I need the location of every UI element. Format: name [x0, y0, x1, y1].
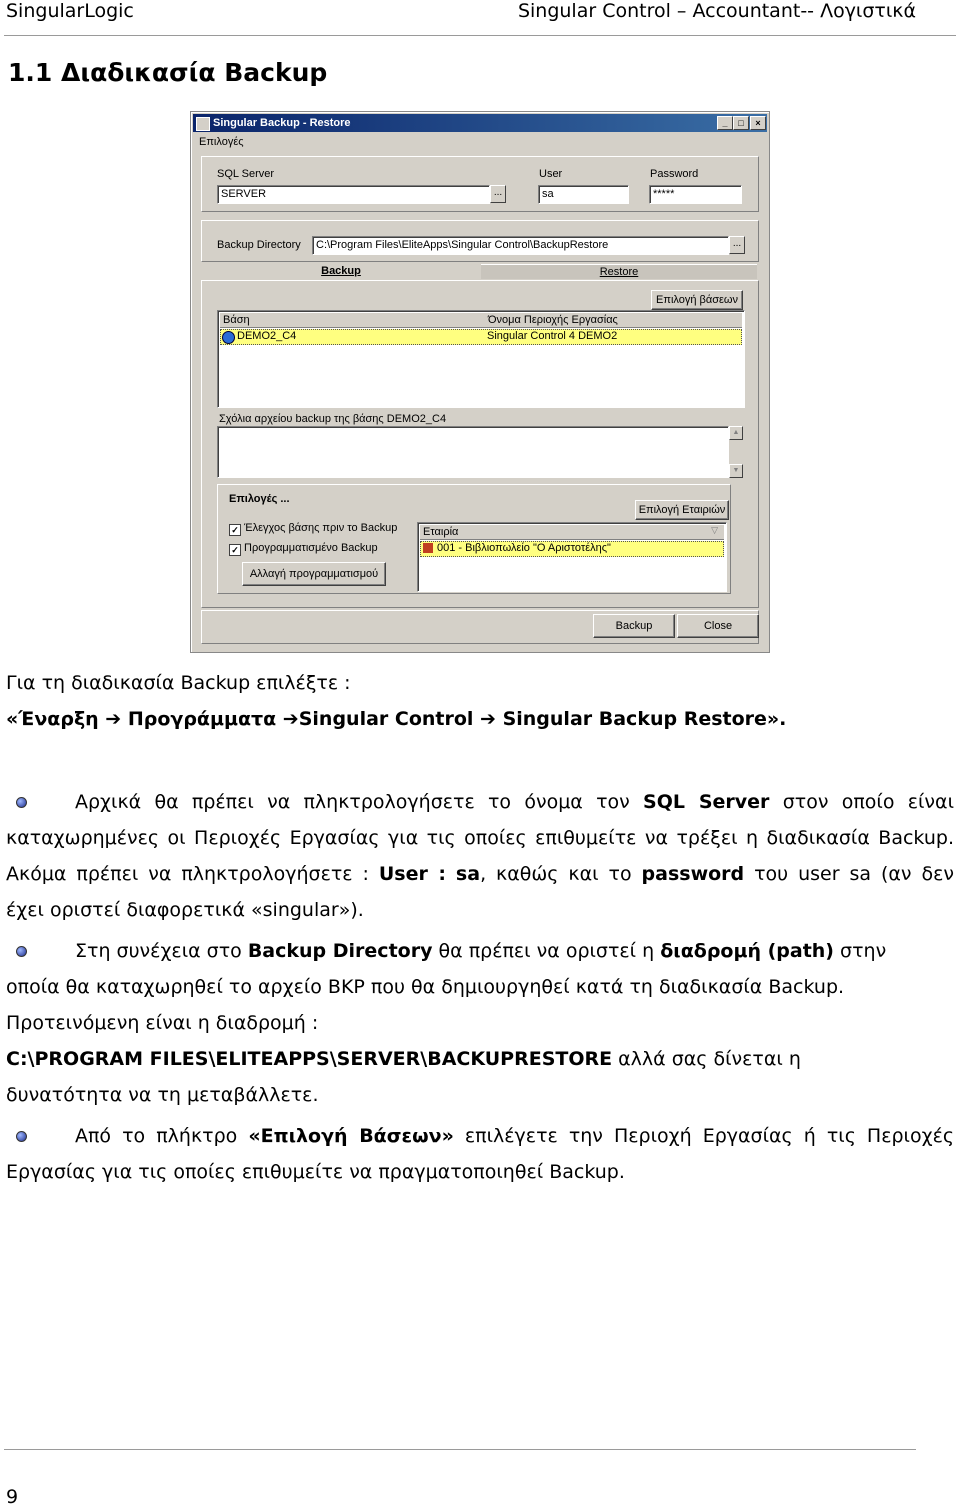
scheduled-backup-checkbox[interactable]: ✓ [229, 544, 241, 556]
app-icon [196, 117, 210, 131]
backup-dir-input[interactable]: C:\Program Files\EliteApps\Singular Control\BackupRestore [312, 236, 729, 255]
user-input[interactable]: sa [538, 185, 629, 204]
databases-list-header [220, 313, 742, 328]
password-input[interactable]: ***** [649, 185, 742, 204]
backup-restore-dialog [190, 111, 770, 653]
select-companies-button[interactable]: Επιλογή Εταιριών [635, 500, 729, 520]
select-databases-button[interactable]: Επιλογή βάσεων [651, 290, 743, 310]
house-icon [423, 543, 433, 553]
bullet2-line4: C:\PROGRAM FILES\ELITEAPPS\SERVER\BACKUPRESTORE αλλά σας δίνεται η [6, 1048, 801, 1070]
companies-list[interactable] [417, 522, 727, 592]
list-row-work-area: Singular Control 4 DEMO2 [487, 330, 618, 342]
bullet3-line2: Εργασίας για τις οποίες επιθυμείτε να πραγματοποιηθεί Backup. [6, 1161, 625, 1183]
list-row-database: DEMO2_C4 [237, 330, 297, 342]
bullet-icon [16, 946, 27, 957]
check-db-label: Έλεγχος βάσης πριν το Backup [244, 522, 398, 534]
comments-label: Σχόλια αρχείου backup της βάσης DEMO2_C4 [219, 413, 447, 425]
backup-dir-browse-button[interactable]: ... [729, 236, 745, 254]
options-label: Επιλογές ... [229, 493, 290, 505]
close-icon[interactable]: × [750, 116, 766, 130]
companies-list-header [420, 525, 724, 540]
bullet1-line1: Αρχικά θα πρέπει να πληκτρολογήσετε το όνομα τον SQL Server στον οποίο είναι [6, 784, 954, 820]
dialog-title: Singular Backup - Restore [213, 117, 351, 129]
sql-server-input[interactable]: SERVER [217, 185, 490, 204]
company-row: 001 - Βιβλιοπωλείο "Ο Αριστοτέλης" [437, 542, 611, 554]
col-work-area: Όνομα Περιοχής Εργασίας [488, 314, 618, 326]
check-db-checkbox[interactable]: ✓ [229, 524, 241, 536]
password-label: Password [650, 168, 699, 180]
sql-server-browse-button[interactable]: ... [490, 185, 506, 203]
scroll-down-icon[interactable]: ▼ [729, 464, 743, 478]
user-label: User [539, 168, 563, 180]
footer-rule [4, 1449, 916, 1450]
filter-icon[interactable]: ▽ [711, 525, 718, 535]
bullet1-line3: Ακόμα πρέπει να πληκτρολογήσετε : User : sa, καθώς και το password του user sa (αν δεν [6, 863, 954, 885]
database-icon [222, 331, 235, 344]
bullet1-line4: έχει οριστεί διαφορετικά «singular»). [6, 899, 364, 921]
change-schedule-button[interactable]: Αλλαγή προγραμματισμού [242, 562, 386, 586]
scroll-up-icon[interactable]: ▲ [729, 426, 743, 440]
col-company: Εταιρία [423, 526, 459, 538]
tab-backup[interactable]: Backup [321, 265, 361, 277]
page-header [6, 0, 916, 34]
bullet-icon [16, 797, 27, 808]
scheduled-backup-label: Προγραμματισμένο Backup [244, 542, 378, 554]
header-right: Singular Control – Accountant-- Λογιστικά [517, 0, 916, 22]
maximize-icon[interactable]: □ [733, 116, 749, 130]
backup-button[interactable]: Backup [593, 614, 675, 638]
header-left: SingularLogic [6, 0, 134, 22]
backup-dir-label: Backup Directory [217, 239, 301, 251]
sql-server-label: SQL Server [217, 168, 275, 180]
bullet2-line3: Προτεινόμενη είναι η διαδρομή : [6, 1012, 319, 1034]
tab-restore[interactable]: Restore [481, 264, 757, 279]
bullet2-line5: δυνατότητα να τη μεταβάλλετε. [6, 1084, 319, 1106]
bullet-icon [16, 1131, 27, 1142]
minimize-icon[interactable]: _ [717, 116, 733, 130]
intro-text: Για τη διαδικασία Backup επιλέξτε : [6, 672, 351, 694]
dialog-titlebar [193, 114, 767, 132]
comments-scrollbar[interactable] [729, 426, 743, 478]
comments-textarea[interactable] [217, 426, 729, 478]
close-button[interactable]: Close [677, 614, 759, 638]
col-database: Βάση [223, 314, 250, 326]
page-title: 1.1 Διαδικασία Backup [8, 58, 328, 87]
bullet3-line1: Από το πλήκτρο «Επιλογή Βάσεων» επιλέγετε την Περιοχή Εργασίας ή τις Περιοχές [6, 1118, 954, 1154]
bullet1-line2: καταχωρημένες οι Περιοχές Εργασίας για τις οποίες επιθυμείτε να τρέξει η διαδικασία Backup. [6, 827, 954, 849]
list-item[interactable] [420, 541, 724, 557]
page-number: 9 [6, 1486, 19, 1508]
header-rule [4, 35, 956, 36]
button-panel [201, 610, 759, 644]
bullet2-line2: οποία θα καταχωρηθεί το αρχείο BKP που θα δημιουργηθεί κατά τη διαδικασία Backup. [6, 976, 845, 998]
bullet2-line1: Στη συνέχεια στο Backup Directory θα πρέπει να οριστεί η διαδρομή (path) στην [6, 933, 954, 969]
list-item[interactable] [220, 329, 742, 345]
menu-path-text: «Έναρξη ➔ Προγράμματα ➔Singular Control ➔ Singular Backup Restore». [6, 708, 787, 730]
menu-options[interactable]: Επιλογές [199, 136, 244, 148]
databases-list[interactable] [217, 310, 745, 408]
